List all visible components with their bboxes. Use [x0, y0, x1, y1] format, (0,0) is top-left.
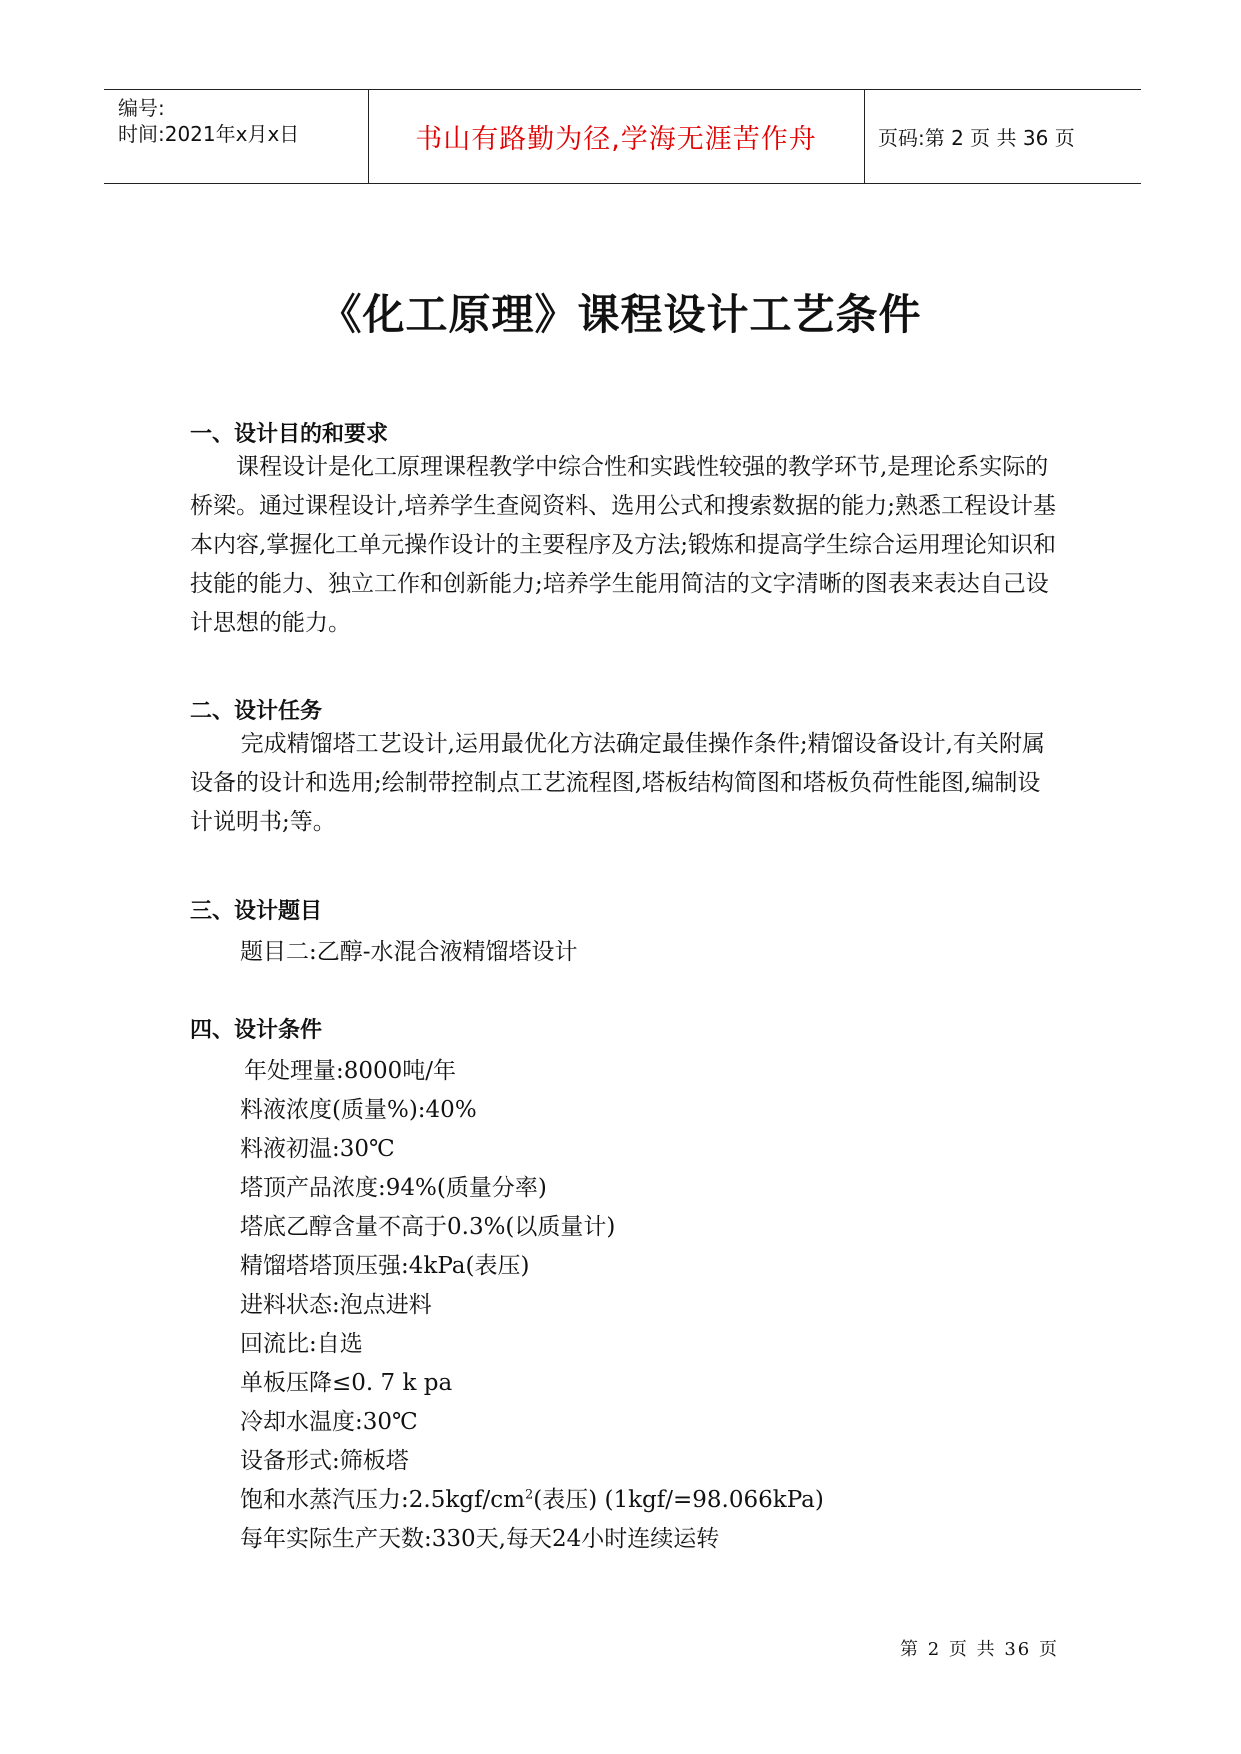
steam-pressure-prefix: 饱和水蒸汽压力:2.5kgf/cm	[240, 1487, 525, 1513]
condition-item: 进料状态:泡点进料	[240, 1292, 432, 1318]
header-meta-cell	[104, 90, 369, 183]
section-1-paragraph: 课程设计是化工原理课程教学中综合性和实践性较强的教学环节,是理论系实际的桥梁。通过课程设计,培养学生查阅资料、选用公式和搜索数据的能力;熟悉工程设计基本内容,掌握化工单元操作设计的主要程序及方法;锻炼和提高学生综合运用理论知识和技能的能力、独立工作和创新能力;培养学生能用简洁的文字清晰的图表来表达自己设计思想的能力。	[190, 454, 1057, 636]
page-footer: 第 2 页 共 36 页	[900, 1639, 1059, 1660]
page-header	[104, 89, 1141, 184]
condition-item: 塔顶产品浓度:94%(质量分率)	[240, 1175, 547, 1201]
section-heading-3: 三、设计题目	[190, 899, 323, 924]
header-page-cell	[866, 90, 1141, 183]
section-heading-2: 二、设计任务	[190, 699, 323, 724]
condition-item: 单板压降≤0. 7 k pa	[240, 1370, 453, 1396]
steam-pressure-superscript: 2	[524, 1487, 534, 1503]
condition-item: 精馏塔塔顶压强:4kPa(表压)	[240, 1253, 530, 1279]
page-code: 页码:第 2 页 共 36 页	[878, 126, 1075, 150]
section-2-body	[190, 725, 1060, 842]
number-label: 编号:	[118, 96, 165, 120]
condition-item: 每年实际生产天数:330天,每天24小时连续运转	[240, 1526, 720, 1552]
time-label: 时间:2021年x月x日	[118, 122, 300, 146]
section-1-body	[190, 448, 1060, 643]
condition-item: 料液初温:30℃	[240, 1136, 395, 1162]
document-title: 《化工原理》课程设计工艺条件	[319, 290, 922, 339]
condition-item: 年处理量:8000吨/年	[244, 1058, 457, 1084]
condition-item: 回流比:自选	[240, 1331, 363, 1357]
motto: 书山有路勤为径,学海无涯苦作舟	[415, 124, 817, 155]
header-motto-cell	[368, 90, 865, 183]
section-2-paragraph: 完成精馏塔工艺设计,运用最优化方法确定最佳操作条件;精馏设备设计,有关附属设备的设计和选用;绘制带控制点工艺流程图,塔板结构简图和塔板负荷性能图,编制设计说明书;等。	[190, 731, 1045, 835]
steam-pressure-suffix: (表压) (1kgf/=98.066kPa)	[533, 1487, 824, 1513]
design-topic: 题目二:乙醇-水混合液精馏塔设计	[240, 939, 578, 965]
steam-pressure-item	[240, 1481, 824, 1514]
condition-item: 冷却水温度:30℃	[240, 1409, 418, 1435]
section-heading-4: 四、设计条件	[190, 1018, 323, 1043]
section-heading-1: 一、设计目的和要求	[190, 422, 389, 447]
condition-item: 料液浓度(质量%):40%	[240, 1097, 477, 1123]
condition-item: 设备形式:筛板塔	[240, 1448, 409, 1474]
condition-item: 塔底乙醇含量不高于0.3%(以质量计)	[240, 1214, 616, 1240]
